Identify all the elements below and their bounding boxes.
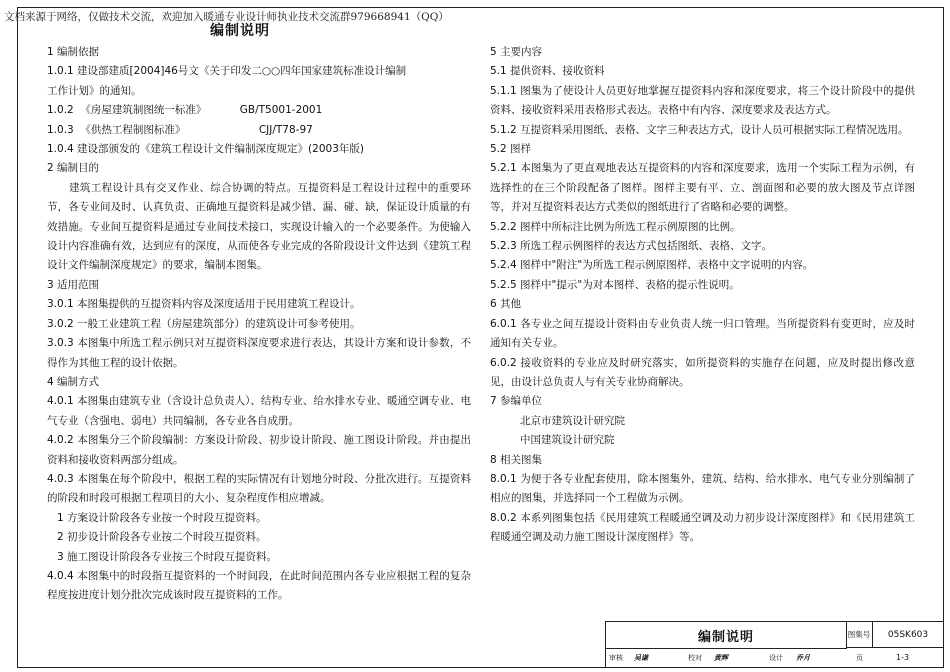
section-heading: 5.2 图样 [490,143,532,156]
paragraph: 1 方案设计阶段各专业按一个时段互提资料。 [57,511,267,524]
design-label: 设计 [769,653,783,662]
section-heading: 5.1 提供资料、接收资料 [490,65,605,78]
paragraph: 3.0.2 一般工业建筑工程（房屋建筑部分）的建筑设计可参考使用。 [47,317,361,330]
section-heading: 5 主要内容 [490,46,543,58]
section-heading: 4 编制方式 [47,375,100,388]
atlas-no: 05SK603 [873,622,943,648]
section-heading: 3 适用范围 [47,278,100,291]
title-block [605,621,944,668]
paragraph: 中国建筑设计研究院 [520,434,615,447]
title-block-signature-row [606,648,943,667]
check-label: 校对 [688,653,702,662]
atlas-no-label: 图集号 [846,622,873,648]
paragraph: 3.0.3 本图集中所选工程示例只对互提资料深度要求进行表达，其设计方案和设计参数，不得作为其他工程的设计依据。 [47,337,471,369]
paragraph: 8.0.1 为便于各专业配套使用，除本图集外，建筑、结构、给水排水、电气专业分别编制了相应的图集，并选择同一个工程做为示例。 [490,472,915,505]
page-number: 1-3 [896,653,910,662]
paragraph: 工作计划》的通知。 [47,84,142,97]
paragraph: 5.1.1 图集为了使设计人员更好地掌握互提资料内容和深度要求，将三个设计阶段中的提供资料、接收资料采用表格形式表达。表格中有内容、深度要求及表达方式。 [490,84,915,117]
paragraph: 1.0.4 建设部颁发的《建筑工程设计文件编制深度规定》(2003年版) [47,143,364,156]
paragraph: 2 初步设计阶段各专业按二个时段互提资料。 [57,531,267,544]
paragraph: 5.2.5 图样中"提示"为对本图样、表格的提示性说明。 [490,278,740,291]
checker-signature: 黄辉 [714,652,728,662]
paragraph: 5.2.1 本图集为了更直观地表达互提资料的内容和深度要求，选用一个实际工程为示例，有选择性的在三个阶段配备了图样。图样主要有平、立、剖面图和必要的放大图及节点详图等，并对互提资料表达方式类似的图纸进行了省略和必要的调整。 [490,162,915,214]
right-column [490,43,915,548]
paragraph: 4.0.1 本图集由建筑专业（含设计总负责人）、结构专业、给水排水专业、暖通空调专业、电气专业（含强电、弱电）共同编制，各专业各自成册。 [47,395,471,427]
paragraph: 5.1.2 互提资料采用图纸、表格、文字三种表达方式，设计人员可根据实际工程情况选用。 [490,123,909,136]
page-label: 页 [856,653,863,662]
section-heading: 2 编制目的 [47,162,100,175]
designer-signature: 乔月 [796,652,810,662]
section-heading: 8 相关图集 [490,453,543,466]
paragraph: 5.2.3 所选工程示例图样的表达方式包括图纸、表格、文字。 [490,240,773,253]
paragraph: 1.0.3 《供热工程制图标准》 CJJ/T78-97 [47,123,313,136]
section-heading: 6 其他 [490,298,522,311]
paragraph: 4.0.4 本图集中的时段指互提资料的一个时间段，在此时间范围内各专业应根据工程的复杂程度按进度计划分批次完成该时段互提资料的工作。 [47,569,471,602]
watermark-text: 文档来源于网络，仅做技术交流，欢迎加入暖通专业设计师执业技术交流群979668941（QQ） [4,11,449,23]
title-block-sheet-title: 编制说明 [606,622,847,649]
paragraph: 8.0.2 本系列图集包括《民用建筑工程暖通空调及动力初步设计深度图样》和《民用建筑工程暖通空调及动力施工图设计深度图样》等。 [490,511,915,544]
document-title: 编制说明 [210,23,270,39]
paragraph: 4.0.3 本图集在每个阶段中，根据工程的实际情况有计划地分时段、分批次进行。互提资料的阶段和时段可根据工程项目的大小、复杂程度作相应增减。 [47,472,471,505]
paragraph: 5.2.2 图样中所标注比例为所选工程示例原图的比例。 [490,220,741,233]
review-label: 审核 [609,653,623,662]
paragraph: 1.0.2 《房屋建筑制图统一标准》 GB/T5001-2001 [47,104,323,117]
paragraph: 建筑工程设计具有交叉作业、综合协调的特点。互提资料是工程设计过程中的重要环节，各专业间及时、认真负责、正确地互提资料是减少错、漏、碰、缺，保证设计质量的有效措施。专业间互提资料是通过专业间技术接口，实现设计输入的一个必要条件。为使输入设计内容准确有效，达到应有的深度，从而使各专业完成的各阶段设计文件达到《建筑工程设计文件编制深度规定》的要求，编制本图集。 [47,181,471,272]
paragraph: 3.0.1 本图集提供的互提资料内容及深度适用于民用建筑工程设计。 [47,298,361,311]
left-column [47,43,471,606]
reviewer-signature: 吴谦 [634,652,648,662]
paragraph: 5.2.4 图样中"附注"为所选工程示例原图样、表格中文字说明的内容。 [490,259,814,272]
paragraph: 北京市建筑设计研究院 [520,414,625,427]
paragraph: 3 施工图设计阶段各专业按三个时段互提资料。 [57,550,278,563]
section-heading: 7 参编单位 [490,395,543,408]
section-heading: 1 编制依据 [47,46,100,58]
paragraph: 1.0.1 建设部建质[2004]46号文《关于印发二○○四年国家建筑标准设计编制 [47,65,407,78]
paragraph: 6.0.1 各专业之间互提设计资料由专业负责人统一归口管理。当所提资料有变更时，应及时通知有关专业。 [490,317,915,350]
paragraph: 6.0.2 接收资料的专业应及时研究落实，如所提资料的实施存在问题，应及时提出修改意见，由设计总负责人与有关专业协商解决。 [490,356,915,388]
paragraph: 4.0.2 本图集分三个阶段编制：方案设计阶段、初步设计阶段、施工图设计阶段。并由提出资料和接收资料两部分组成。 [47,434,471,466]
